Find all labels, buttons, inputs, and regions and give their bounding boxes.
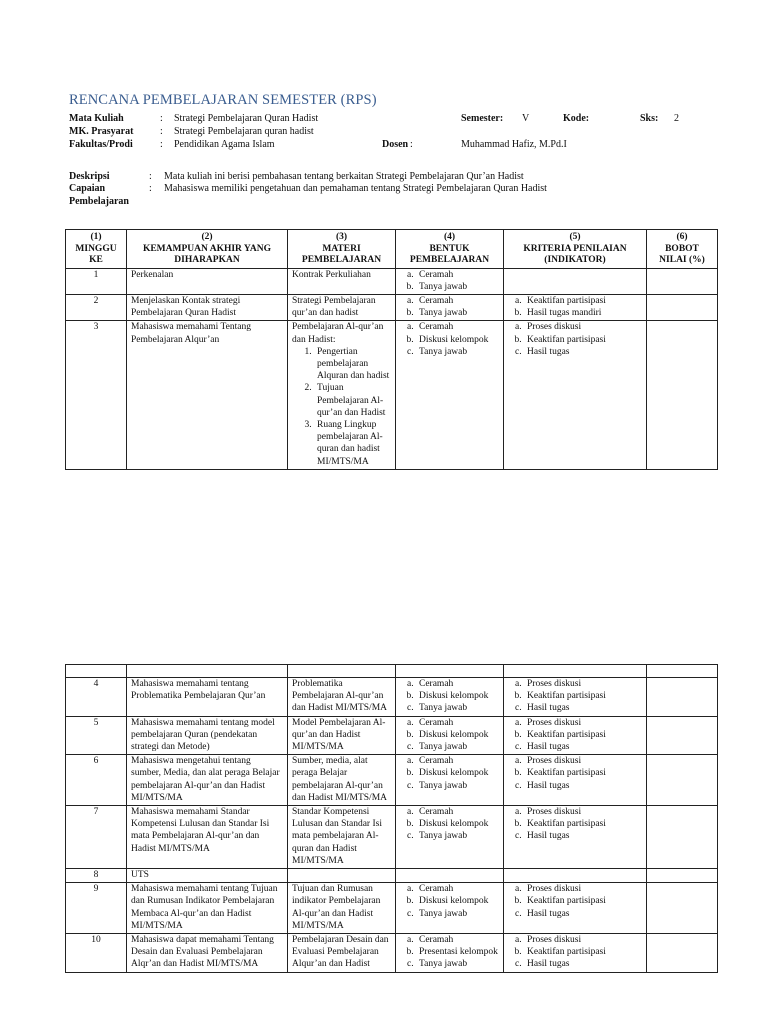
kemampuan-text: Mahasiswa memahami Standar Kompetensi Lulusan dan Standar Isi mata Pembelajaran Al-qur’an dan Hadist MI/MTS/MA: [131, 807, 270, 854]
minggu-cell: [66, 883, 127, 934]
list-item: 2. Tujuan Pembelajaran Al-qur’an dan Hadist: [314, 382, 391, 419]
minggu-cell: [66, 806, 127, 869]
list-item: a. Ceramah: [416, 755, 499, 767]
week-number: 7: [93, 807, 99, 818]
table-row: [66, 869, 718, 883]
list-item: c. Hasil tugas: [524, 958, 642, 970]
materi-cell: [288, 806, 396, 869]
bentuk-list: [400, 755, 499, 792]
list-item: b. Tanya jawab: [416, 307, 499, 319]
list-item: b. Tanya jawab: [416, 281, 499, 293]
list-item: c. Tanya jawab: [416, 780, 499, 792]
bentuk-cell: [396, 268, 504, 294]
sks-label: Sks:: [640, 113, 659, 124]
minggu-cell: [66, 321, 127, 469]
kriteria-list: [508, 321, 642, 358]
list-item: c. Tanya jawab: [416, 908, 499, 920]
kriteria-cell: [504, 716, 647, 755]
kriteria-list: [508, 934, 642, 971]
header-minggu: (1) MINGGU KE: [66, 230, 127, 269]
minggu-cell: [66, 268, 127, 294]
dosen-value: Muhammad Hafiz, M.Pd.I: [461, 139, 567, 150]
bentuk-cell: [396, 294, 504, 320]
week-number: 1: [93, 269, 99, 280]
header-bentuk: (4) BENTUK PEMBELAJARAN: [396, 230, 504, 269]
rps-table-1: [65, 229, 718, 470]
kemampuan-cell: [127, 678, 288, 717]
table-row: [66, 294, 718, 320]
list-item: a. Ceramah: [416, 295, 499, 307]
materi-cell: [288, 869, 396, 883]
kemampuan-text: Mahasiswa memahami tentang Tujuan dan Rumusan Indikator Pembelajaran Membaca Al-qur’an dan Hadist MI/MTS/MA: [131, 884, 278, 931]
week-number: 4: [93, 679, 99, 689]
bentuk-cell: [396, 716, 504, 755]
list-item: a. Ceramah: [416, 883, 499, 895]
bobot-cell: [647, 294, 718, 320]
kriteria-list: [508, 806, 642, 843]
materi-text: Kontrak Perkuliahan: [292, 269, 371, 280]
list-item: c. Tanya jawab: [416, 741, 499, 753]
list-item: c. Hasil tugas: [524, 702, 642, 714]
kemampuan-text: Menjelaskan Kontak strategi Pembelajaran Quran Hadist: [131, 295, 241, 319]
list-item: b. Diskusi kelompok: [416, 334, 499, 346]
capaian-value: Mahasiswa memiliki pengetahuan dan pemahaman tentang Strategi Pembelajaran Quran Hadist: [164, 183, 547, 194]
materi-cell: [288, 678, 396, 717]
minggu-cell: [66, 934, 127, 973]
list-item: b. Keaktifan partisipasi: [524, 729, 642, 741]
list-item: a. Proses diskusi: [524, 883, 642, 895]
list-item: a. Proses diskusi: [524, 321, 642, 333]
list-item: c. Hasil tugas: [524, 346, 642, 358]
minggu-cell: [66, 869, 127, 883]
colon: :: [160, 113, 163, 124]
week-number: 6: [93, 756, 99, 767]
list-item: 1. Pengertian pembelajaran Alquran dan hadist: [314, 346, 391, 383]
bentuk-list: [400, 934, 499, 971]
bobot-cell: [647, 883, 718, 934]
kriteria-cell: [504, 883, 647, 934]
dosen-label: Dosen: [382, 139, 409, 150]
kriteria-cell: [504, 934, 647, 973]
bobot-cell: [647, 755, 718, 806]
bobot-cell: [647, 716, 718, 755]
kriteria-list: [508, 883, 642, 920]
bentuk-list: [400, 321, 499, 358]
materi-text: Pembelajaran Al-qur’an dan Hadist:: [292, 322, 384, 345]
table-row: [66, 678, 718, 717]
list-item: a. Proses diskusi: [524, 678, 642, 690]
mata-kuliah-label: Mata Kuliah: [69, 113, 124, 124]
bentuk-list: [400, 717, 499, 754]
table-row: [66, 321, 718, 469]
materi-cell: [288, 883, 396, 934]
kemampuan-cell: [127, 294, 288, 320]
list-item: a. Ceramah: [416, 717, 499, 729]
bentuk-cell: [396, 678, 504, 717]
kode-label: Kode:: [563, 113, 590, 124]
kriteria-cell: [504, 268, 647, 294]
kemampuan-text: Perkenalan: [131, 269, 174, 280]
kriteria-cell: [504, 869, 647, 883]
kemampuan-cell: [127, 869, 288, 883]
list-item: b. Keaktifan partisipasi: [524, 818, 642, 830]
table-row: [66, 934, 718, 973]
list-item: c. Hasil tugas: [524, 780, 642, 792]
kriteria-cell: [504, 678, 647, 717]
bobot-cell: [647, 268, 718, 294]
kriteria-cell: [504, 755, 647, 806]
list-item: c. Tanya jawab: [416, 958, 499, 970]
header-kriteria: (5) KRITERIA PENILAIAN (INDIKATOR): [504, 230, 647, 269]
header-materi: (3) MATERI PEMBELAJARAN: [288, 230, 396, 269]
bobot-cell: [647, 321, 718, 469]
list-item: b. Diskusi kelompok: [416, 818, 499, 830]
bentuk-cell: [396, 321, 504, 469]
fakultas-value: Pendidikan Agama Islam: [174, 139, 275, 150]
materi-text: Tujuan dan Rumusan indikator Pembelajaran Al-qur’an dan Hadist MI/MTS/MA: [292, 884, 381, 931]
minggu-cell: [66, 716, 127, 755]
bentuk-cell: [396, 883, 504, 934]
table-row: [66, 806, 718, 869]
materi-text: Pembelajaran Desain dan Evaluasi Pembelajaran Alqur’an dan Hadist: [292, 935, 389, 970]
kriteria-list: [508, 678, 642, 715]
colon: :: [149, 183, 152, 194]
fakultas-label: Fakultas/Prodi: [69, 139, 133, 150]
list-item: b. Diskusi kelompok: [416, 767, 499, 779]
list-item: c. Tanya jawab: [416, 346, 499, 358]
list-item: c. Hasil tugas: [524, 830, 642, 842]
table-header-row: [66, 230, 718, 269]
document-title: RENCANA PEMBELAJARAN SEMESTER (RPS): [69, 92, 377, 108]
week-number: 9: [93, 884, 99, 895]
kemampuan-cell: [127, 934, 288, 973]
header-bobot: (6) BOBOT NILAI (%): [647, 230, 718, 269]
table-row: [66, 716, 718, 755]
materi-sublist: [292, 346, 391, 468]
list-item: a. Ceramah: [416, 321, 499, 333]
kemampuan-text: Mahasiswa mengetahui tentang sumber, Media, dan alat peraga Belajar pembelajaran Al-qur’an dan Hadist MI/MTS/MA: [131, 756, 280, 803]
kriteria-cell: [504, 294, 647, 320]
materi-text: Standar Kompetensi Lulusan dan Standar Isi mata pembelajaran Al-quran dan Hadist MI/MTS/MA: [292, 807, 382, 866]
week-number: 3: [93, 322, 99, 333]
list-item: a. Ceramah: [416, 806, 499, 818]
materi-text: Strategi Pembelajaran qur’an dan hadist: [292, 295, 376, 319]
kemampuan-cell: [127, 755, 288, 806]
kemampuan-text: UTS: [131, 870, 149, 881]
list-item: b. Keaktifan partisipasi: [524, 334, 642, 346]
deskripsi-value: Mata kuliah ini berisi pembahasan tentang berkaitan Strategi Pembelajaran Qur’an Hadist: [164, 171, 524, 182]
kemampuan-cell: [127, 883, 288, 934]
week-number: 8: [93, 870, 99, 881]
rps-table-2: [65, 664, 718, 973]
minggu-cell: [66, 678, 127, 717]
deskripsi-label: Deskripsi: [69, 171, 110, 182]
bentuk-list: [400, 678, 499, 715]
semester-value: V: [522, 113, 530, 124]
colon: :: [160, 139, 163, 150]
kemampuan-cell: [127, 716, 288, 755]
colon: :: [410, 139, 413, 150]
header-kemampuan: (2) KEMAMPUAN AKHIR YANG DIHARAPKAN: [127, 230, 288, 269]
list-item: b. Hasil tugas mandiri: [524, 307, 642, 319]
list-item: b. Keaktifan partisipasi: [524, 895, 642, 907]
list-item: b. Keaktifan partisipasi: [524, 767, 642, 779]
list-item: b. Diskusi kelompok: [416, 690, 499, 702]
bentuk-cell: [396, 755, 504, 806]
minggu-cell: [66, 755, 127, 806]
kemampuan-text: Mahasiswa memahami tentang model pembelajaran Quran (pendekatan strategi dan Metode): [131, 717, 275, 753]
list-item: c. Hasil tugas: [524, 908, 642, 920]
list-item: c. Hasil tugas: [524, 741, 642, 753]
minggu-cell: [66, 294, 127, 320]
list-item: b. Presentasi kelompok: [416, 946, 499, 958]
list-item: b. Diskusi kelompok: [416, 895, 499, 907]
list-item: a. Ceramah: [416, 678, 499, 690]
kriteria-cell: [504, 321, 647, 469]
bentuk-list: [400, 295, 499, 319]
week-number: 2: [93, 295, 99, 306]
bobot-cell: [647, 869, 718, 883]
bentuk-cell: [396, 869, 504, 883]
list-item: a. Ceramah: [416, 269, 499, 281]
bentuk-list: [400, 883, 499, 920]
sks-value: 2: [674, 113, 679, 124]
list-item: a. Keaktifan partisipasi: [524, 295, 642, 307]
materi-text: Model Pembelajaran Al-qur’an dan Hadist MI/MTS/MA: [292, 717, 386, 753]
week-number: 5: [93, 717, 99, 728]
materi-cell: [288, 321, 396, 469]
prasyarat-value: Strategi Pembelajaran quran hadist: [174, 126, 314, 137]
kemampuan-cell: [127, 806, 288, 869]
kemampuan-text: Mahasiswa memahami tentang Problematika Pembelajaran Qur’an: [131, 679, 266, 702]
materi-text: Sumber, media, alat peraga Belajar pembelajaran Al-qur’an dan Hadist MI/MTS/MA: [292, 756, 387, 803]
prasyarat-label: MK. Prasyarat: [69, 126, 134, 137]
list-item: b. Keaktifan partisipasi: [524, 690, 642, 702]
bentuk-cell: [396, 806, 504, 869]
list-item: c. Tanya jawab: [416, 702, 499, 714]
list-item: 3. Ruang Lingkup pembelajaran Al-quran dan hadist MI/MTS/MA: [314, 419, 391, 468]
table-row: [66, 755, 718, 806]
bentuk-cell: [396, 934, 504, 973]
list-item: b. Diskusi kelompok: [416, 729, 499, 741]
bentuk-list: [400, 269, 499, 293]
list-item: a. Proses diskusi: [524, 717, 642, 729]
list-item: b. Keaktifan partisipasi: [524, 946, 642, 958]
list-item: a. Ceramah: [416, 934, 499, 946]
capaian-label: Capaian Pembelajaran: [69, 183, 129, 207]
table-row: [66, 268, 718, 294]
list-item: a. Proses diskusi: [524, 755, 642, 767]
materi-cell: [288, 294, 396, 320]
materi-cell: [288, 934, 396, 973]
kriteria-list: [508, 755, 642, 792]
empty-header-row: [66, 665, 718, 678]
mata-kuliah-value: Strategi Pembelajaran Quran Hadist: [174, 113, 319, 124]
kriteria-cell: [504, 806, 647, 869]
table-row: [66, 883, 718, 934]
list-item: a. Proses diskusi: [524, 806, 642, 818]
colon: :: [160, 126, 163, 137]
bentuk-list: [400, 806, 499, 843]
kriteria-list: [508, 717, 642, 754]
week-number: 10: [91, 935, 101, 946]
kemampuan-cell: [127, 268, 288, 294]
bobot-cell: [647, 934, 718, 973]
colon: :: [149, 171, 152, 182]
kemampuan-text: Mahasiswa memahami Tentang Pembelajaran Alqur’an: [131, 322, 251, 345]
materi-cell: [288, 268, 396, 294]
semester-label: Semester:: [461, 113, 504, 124]
list-item: a. Proses diskusi: [524, 934, 642, 946]
kemampuan-cell: [127, 321, 288, 469]
materi-text: Problematika Pembelajaran Al-qur’an dan Hadist MI/MTS/MA: [292, 679, 387, 714]
materi-cell: [288, 716, 396, 755]
bobot-cell: [647, 678, 718, 717]
bobot-cell: [647, 806, 718, 869]
kriteria-list: [508, 295, 642, 319]
list-item: c. Tanya jawab: [416, 830, 499, 842]
kemampuan-text: Mahasiswa dapat memahami Tentang Desain dan Evaluasi Pembelajaran Alqr’an dan Hadist MI/MTS/MA: [131, 935, 274, 970]
materi-cell: [288, 755, 396, 806]
